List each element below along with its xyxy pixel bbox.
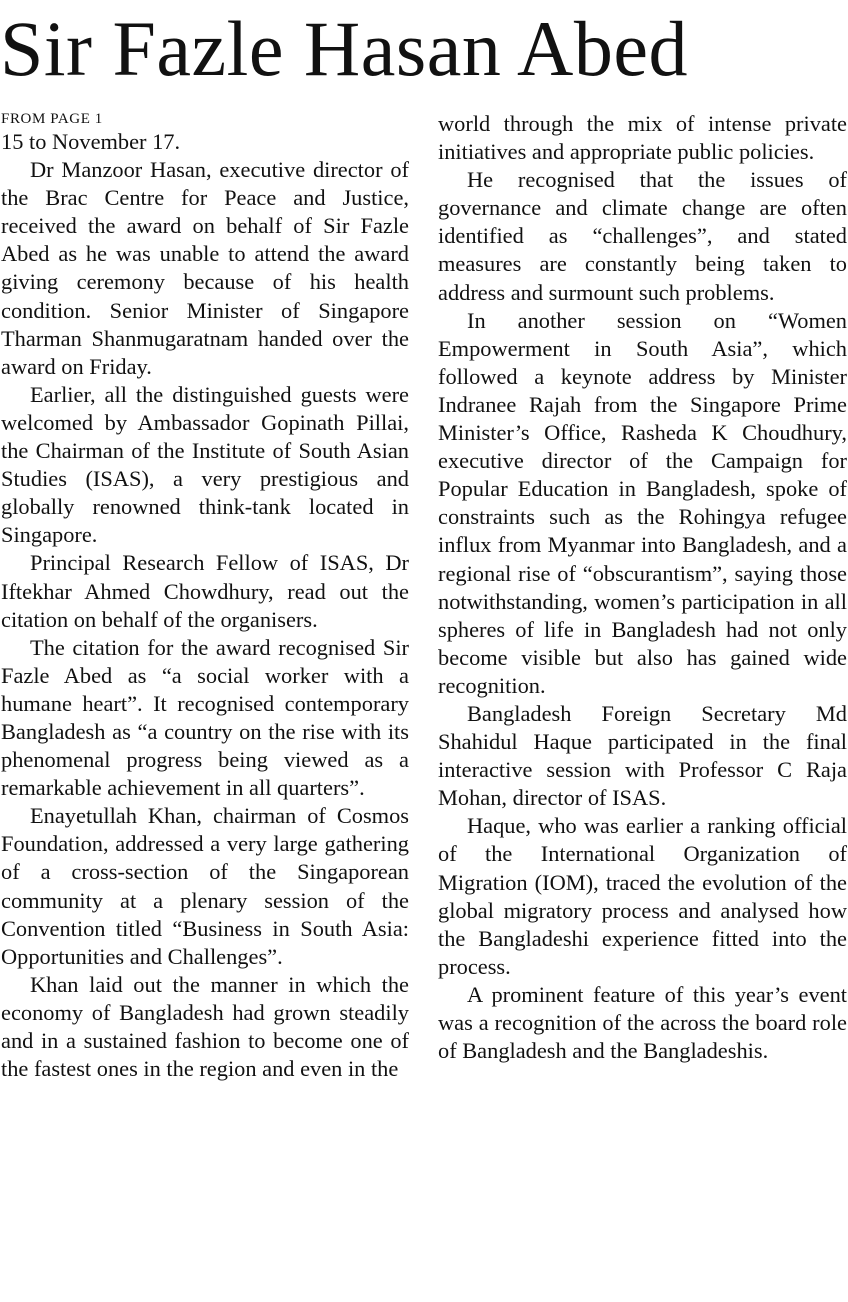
paragraph: Earlier, all the distinguished guests were welcomed by Ambassador Gopinath Pillai, the Chairman of the Institute of South Asian Studies (ISAS), a very prestigious and globally renowned think-tank located in Singapore. bbox=[1, 381, 409, 548]
paragraph: A prominent feature of this year’s event was a recognition of the across the board role of Bangladesh and the Bangladeshis. bbox=[438, 981, 847, 1064]
paragraph: Dr Manzoor Hasan, executive director of the Brac Centre for Peace and Justice, received the award on behalf of Sir Fazle Abed as he was unable to attend the award giving ceremony because of his health condition. Senior Minister of Singapore Tharman Shanmugaratnam handed over the award on Friday. bbox=[1, 157, 409, 379]
article-column-left bbox=[1, 110, 409, 1083]
paragraph: Principal Research Fellow of ISAS, Dr Iftekhar Ahmed Chowdhury, read out the citation on behalf of the organisers. bbox=[1, 550, 409, 632]
paragraph: Enayetullah Khan, chairman of Cosmos Foundation, addressed a very large gathering of a cross-section of the Singaporean community at a plenary session of the Convention titled “Business in South Asia: Opportunities and Challenges”. bbox=[1, 803, 409, 969]
paragraph: Khan laid out the manner in which the economy of Bangladesh had grown steadily and in a sustained fashion to become one of the fastest ones in the region and even in the bbox=[1, 971, 409, 1082]
article-column-right bbox=[438, 110, 847, 1065]
paragraph: Haque, who was earlier a ranking official of the International Organization of Migration (IOM), traced the evolution of the global migratory process and analysed how the Bangladeshi experience fitted into the process. bbox=[438, 813, 847, 979]
paragraph: In another session on “Women Empowerment in South Asia”, which followed a keynote address by Minister Indranee Rajah from the Singapore Prime Minister’s Office, Rasheda K Choudhury, executive director of the Campaign for Popular Education in Bangladesh, spoke of constraints such as the Rohingya refugee influx from Myanmar into Bangladesh, and a regional rise of “obscurantism”, saying those notwithstanding, women’s participation in all spheres of life in Bangladesh had not only become visible but also has gained wide recognition. bbox=[438, 307, 847, 698]
paragraph: 15 to November 17. bbox=[1, 129, 181, 154]
headline: Sir Fazle Hasan Abed bbox=[0, 5, 689, 92]
paragraph: The citation for the award recognised Sir Fazle Abed as “a social worker with a humane heart”. It recognised contemporary Bangladesh as “a country on the rise with its phenomenal progress being viewed as a remarkable achievement in all quarters”. bbox=[1, 634, 409, 801]
paragraph: He recognised that the issues of governance and climate change are often identified as “challenges”, and stated measures are constantly being taken to address and surmount such problems. bbox=[438, 167, 847, 305]
paragraph: world through the mix of intense private initiatives and appropriate public policies. bbox=[438, 111, 847, 165]
paragraph: Bangladesh Foreign Secretary Md Shahidul Haque participated in the final interactive session with Professor C Raja Mohan, director of ISAS. bbox=[438, 700, 847, 811]
continuation-label: FROM PAGE 1 bbox=[1, 111, 103, 127]
